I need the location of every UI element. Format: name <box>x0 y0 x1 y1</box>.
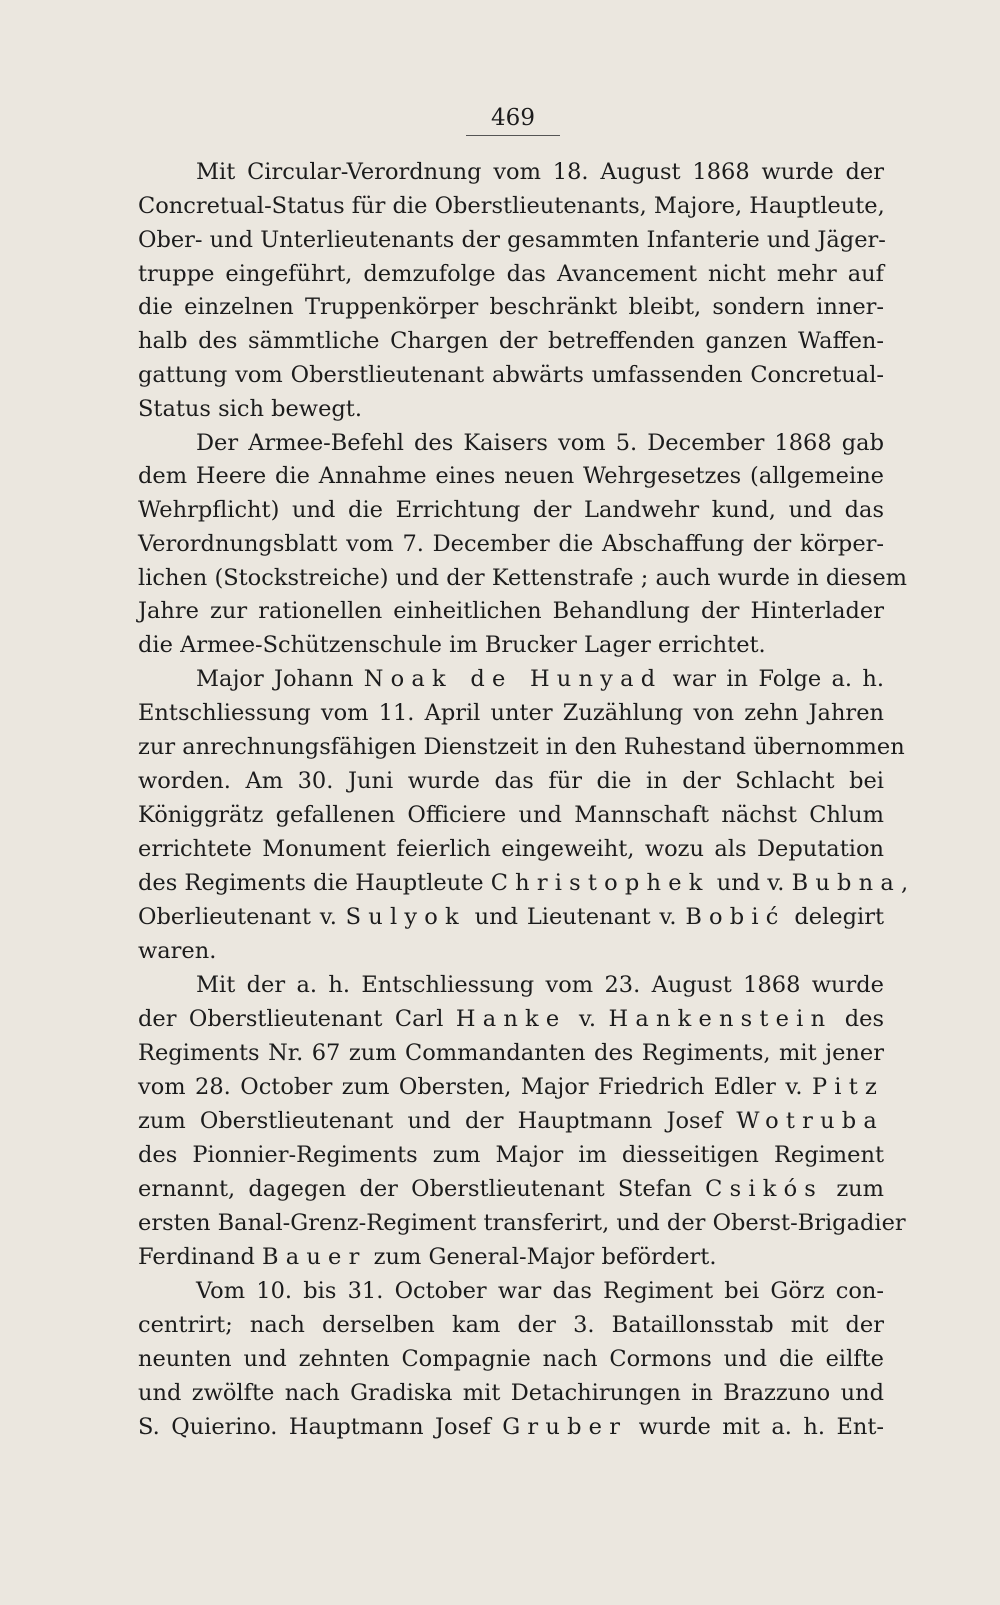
text-line <box>138 1209 906 1237</box>
text-line <box>138 496 884 524</box>
text-segment: zum Oberstlieutenant und der Hauptmann Josef <box>138 1108 737 1134</box>
text-segment: Concretual-Status für die Oberstlieutenants, Majore, Hauptleute, <box>138 193 885 219</box>
page-number: 469 <box>466 104 560 136</box>
text-line <box>196 1277 884 1305</box>
text-line <box>138 903 884 931</box>
text-line <box>138 1243 884 1271</box>
text-segment: truppe eingeführt, demzufolge das Avancement nicht mehr auf <box>138 261 884 287</box>
text-line <box>138 395 884 423</box>
text-segment: ersten Banal-Grenz-Regiment transferirt, und der Oberst-Brigadier <box>138 1210 906 1236</box>
text-segment: Major Johann <box>196 666 364 692</box>
text-segment: vom 28. October zum Obersten, Major Friedrich Edler v. <box>138 1074 812 1100</box>
text-segment: ernannt, dagegen der Oberstlieutenant Stefan <box>138 1176 706 1202</box>
text-line <box>138 631 884 659</box>
text-segment: Der Armee-Befehl des Kaisers vom 5. December 1868 gab <box>196 430 884 456</box>
text-segment: Entschliessung vom 11. April unter Zuzählung von zehn Jahren <box>138 700 884 726</box>
text-line <box>138 530 884 558</box>
text-line <box>138 699 884 727</box>
text-segment: worden. Am 30. Juni wurde das für die in der Schlacht bei <box>138 768 884 794</box>
text-segment: und v. <box>709 870 792 896</box>
text-segment: Regiments Nr. 67 zum Commandanten des Regiments, mit jener <box>138 1040 884 1066</box>
spaced-name: Sulyok <box>345 904 466 930</box>
spaced-name: Hankenstein <box>608 1006 833 1032</box>
text-line <box>138 1073 884 1101</box>
text-line <box>138 293 884 321</box>
text-segment: des Regiments die Hauptleute <box>138 870 491 896</box>
text-segment: Status sich bewegt. <box>138 396 362 422</box>
text-segment: Mit Circular-Verordnung vom 18. August 1868 wurde der <box>196 159 884 185</box>
spaced-name: Bobić <box>685 904 786 930</box>
text-line <box>138 801 884 829</box>
text-line <box>196 158 884 186</box>
text-segment: delegirt <box>785 904 884 930</box>
text-line <box>138 1175 884 1203</box>
text-segment: dem Heere die Annahme eines neuen Wehrgesetzes (allgemeine <box>138 463 884 489</box>
text-line <box>138 835 884 863</box>
text-segment: Ober- und Unterlieutenants der gesammten Infanterie und Jäger- <box>138 227 886 253</box>
text-line <box>138 597 884 625</box>
text-segment: waren. <box>138 938 217 964</box>
text-line <box>138 1379 884 1407</box>
text-segment: und zwölfte nach Gradiska mit Detachirungen in Brazzuno und <box>138 1380 884 1406</box>
spaced-name: Christophek <box>490 870 710 896</box>
text-line <box>138 1311 884 1339</box>
spaced-name: Hanke <box>455 1006 567 1032</box>
spaced-name: Noak de Hunyad <box>363 666 663 692</box>
text-segment: v. <box>566 1006 609 1032</box>
text-line <box>138 260 884 288</box>
text-line <box>138 462 884 490</box>
text-segment: Oberlieutenant v. <box>138 904 346 930</box>
text-segment: lichen (Stockstreiche) und der Kettenstrafe ; auch wurde in diesem <box>138 565 907 591</box>
text-line <box>138 1141 884 1169</box>
text-segment: S. Quierino. Hauptmann Josef <box>138 1414 503 1440</box>
text-segment: die einzelnen Truppenkörper beschränkt bleibt, sondern inner- <box>138 294 884 320</box>
text-segment: des Pionnier-Regiments zum Major im diesseitigen Regiment <box>138 1142 884 1168</box>
text-line <box>196 429 884 457</box>
text-segment: zum General-Major befördert. <box>366 1244 717 1270</box>
text-line <box>138 327 884 355</box>
text-segment: errichtete Monument feierlich eingeweiht, wozu als Deputation <box>138 836 884 862</box>
text-line <box>138 1039 884 1067</box>
text-line <box>138 733 905 761</box>
text-segment: centrirt; nach derselben kam der 3. Bataillonsstab mit der <box>138 1312 884 1338</box>
text-segment: Jahre zur rationellen einheitlichen Behandlung der Hinterlader <box>138 598 884 624</box>
text-segment: gattung vom Oberstlieutenant abwärts umfassenden Concretual- <box>138 362 884 388</box>
text-line <box>138 1345 884 1373</box>
text-segment: Verordnungsblatt vom 7. December die Abschaffung der körper- <box>138 531 884 557</box>
text-line <box>138 361 884 389</box>
text-line <box>138 1005 884 1033</box>
text-segment: die Armee-Schützenschule im Brucker Lager errichtet. <box>138 632 766 658</box>
text-segment: Ferdinand <box>138 1244 263 1270</box>
text-segment: der Oberstlieutenant Carl <box>138 1006 456 1032</box>
text-segment: neunten und zehnten Compagnie nach Cormons und die eilfte <box>138 1346 884 1372</box>
text-segment: Mit der a. h. Entschliessung vom 23. August 1868 wurde <box>196 972 884 998</box>
text-line <box>138 1413 884 1441</box>
text-line <box>138 1107 884 1135</box>
text-segment: Königgrätz gefallenen Officiere und Mannschaft nächst Chlum <box>138 802 884 828</box>
text-line <box>196 971 884 999</box>
text-segment: zum <box>823 1176 884 1202</box>
text-line <box>138 226 884 254</box>
spaced-name: Pitz <box>811 1074 884 1100</box>
text-line <box>138 869 909 897</box>
text-line <box>138 192 884 220</box>
text-segment: Vom 10. bis 31. October war das Regiment bei Görz con- <box>196 1278 884 1304</box>
text-segment: und Lieutenant v. <box>465 904 686 930</box>
text-line <box>138 564 907 592</box>
text-segment: wurde mit a. h. Ent- <box>627 1414 885 1440</box>
text-segment: des <box>832 1006 885 1032</box>
text-line <box>138 937 884 965</box>
text-segment: halb des sämmtliche Chargen der betreffenden ganzen Waffen- <box>138 328 884 354</box>
text-line <box>196 665 884 693</box>
text-segment: zur anrechnungsfähigen Dienstzeit in den Ruhestand übernommen <box>138 734 905 760</box>
text-segment: war in Folge a. h. <box>662 666 884 692</box>
spaced-name: Bauer <box>262 1244 367 1270</box>
spaced-name: Csikós <box>705 1176 824 1202</box>
text-line <box>138 767 884 795</box>
text-segment: Wehrpflicht) und die Errichtung der Landwehr kund, und das <box>138 497 884 523</box>
text-segment: , <box>900 870 909 896</box>
spaced-name: Bubna <box>791 870 901 896</box>
spaced-name: Gruber <box>502 1414 628 1440</box>
spaced-name: Wotruba <box>736 1108 884 1134</box>
